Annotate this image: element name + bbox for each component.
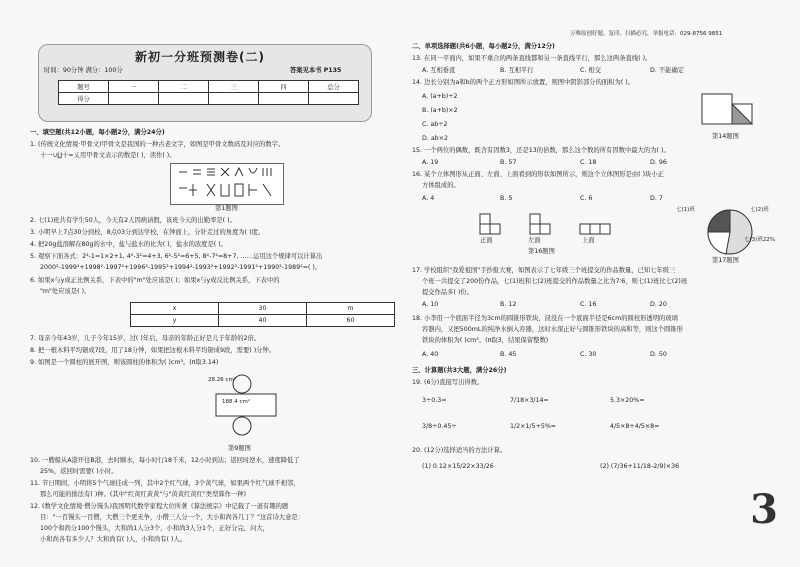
q19-item-3: 5.3×20%= — [610, 397, 645, 404]
q19-item-5: 1/2×1/5+5%= — [510, 423, 557, 430]
q17-opt-d: D. 20 — [650, 301, 667, 308]
q2: 2. 七(1)班共有学生50人，今天有2人因病请假，该班今天的出勤率是( )。 — [30, 217, 236, 224]
oracle-bone-icon — [171, 164, 283, 204]
q5-line1: 5. 观察下面各式：2²-1=1×2+1, 4²-3²=4+3, 6²-5²=6+5, 8²-7²=8+7, ……运用这个规律可以计算出 — [30, 253, 323, 260]
q5-line2: 2000²-1999²+1998²-1997²+1996²-1995²+1994²-1993²+1992²-1991²+1990²-1989²=( )。 — [40, 264, 322, 271]
q15: 15. 一个两位的偶数，既含有因数3，还是13的倍数，那么这个数的所有因数中最大的为( )。 — [412, 147, 670, 154]
q18-opt-b: B. 45 — [500, 351, 517, 358]
page-title: 新初一分班预测卷(二) — [135, 50, 265, 64]
q20-item-1: (1) 0.12×15/22×33/26 — [422, 463, 494, 470]
q17-opt-c: C. 16 — [580, 301, 597, 308]
q9-caption: 第9题图 — [228, 445, 251, 452]
section-2-heading: 二、单项选择题(共6小题，每小题2分，满分12分) — [412, 43, 555, 50]
q18-line3: 铁块的体积为( )cm³。(π取3，结果保留整数) — [422, 337, 549, 344]
q19: 19. (6分)直接写出得数。 — [412, 379, 484, 386]
q16-line2: 方体组成的。 — [422, 182, 460, 189]
answer-page: 答案见本书 P135 — [290, 67, 342, 74]
q13-opt-c: C. 相交 — [580, 67, 601, 74]
q7: 7. 母亲今年43岁，儿子今年15岁，过( )年后，母亲的年龄正好是儿子年龄的2倍。 — [30, 335, 261, 342]
q16-opt-c: C. 6 — [580, 195, 593, 202]
q18-line2: 容器内，又把500mL的纯净水倒入容器，这时水深正好与圆锥形铁块的高和等，则这个圆锥形 — [422, 326, 683, 333]
q15-opt-a: A. 19 — [422, 159, 439, 166]
q18-opt-a: A. 40 — [422, 351, 439, 358]
q10-line1: 10. 一艘船从A港开往B港，去时顺水，每小时行18千米，12小时到达；返回时逆水，速度降低了 — [30, 457, 300, 464]
score-table: 题号 一 二 三 四 总分 得分 — [58, 80, 359, 105]
q14-opt-a: A. (a+b)÷2 — [422, 93, 458, 100]
oracle-bone-figure — [170, 163, 284, 205]
q20-item-2: (2) (7/36+11/18-2/9)×36 — [600, 463, 680, 470]
q18-opt-c: C. 30 — [580, 351, 597, 358]
q13-opt-d: D. 不能确定 — [650, 67, 685, 74]
cylinder-side-label: 188.4 cm² — [222, 399, 251, 405]
q12-line4: 小和尚各有多少人？大和尚有( )人，小和尚有( )人。 — [40, 536, 187, 543]
three-views-figure — [470, 210, 630, 246]
time-score: 时间：90分钟 满分：100分 — [44, 67, 123, 74]
pie-label-1: 七(1)班 — [676, 207, 695, 213]
view-left: 左面 — [528, 237, 541, 244]
q6-line1: 6. 如果x与y成正比例关系，下表中的"m"处应该是( )；如果x与y成反比例关系，下表中的 — [30, 277, 280, 284]
q1-caption: 第1题图 — [215, 205, 238, 212]
q4: 4. 把20g盐溶解在80g的水中，盐与盐水的比为( )，盐水的浓度是( )。 — [30, 241, 227, 248]
q11-line1: 11. 节日期间，小明将5个气球挂成一列，其中2个红气球，3个黄气球，如果两个红气球不相邻， — [30, 480, 300, 487]
q16-opt-a: A. 4 — [422, 195, 435, 202]
q3: 3. 小明早上7点30分到校，8点03分到达学校，在钟面上，分针走过的角度为( )度。 — [30, 229, 265, 236]
q14: 14. 边长分别为a和b的两个正方形如图所示放置，则图中阴影部分的面积为( )。 — [412, 79, 634, 86]
header-right: 万唯原创好题，复印、扫描必究，举报电话：029-8756 9851 — [570, 31, 723, 37]
section-1-heading: 一、填空题(共12小题，每小题2分，满分24分) — [30, 129, 165, 136]
q12-line3: 100个和尚分100个馒头，大和尚1人分3个，小和尚3人分1个，正好分完，问大， — [40, 525, 269, 532]
cylinder-top-label: 28.26 cm² — [208, 377, 237, 383]
q16-caption: 第16题图 — [528, 248, 555, 255]
q14-opt-c: C. ab÷2 — [422, 121, 448, 128]
q1-line2: 十一∪∐十=乂用甲骨文表示的数是( )，读作( )。 — [40, 152, 176, 159]
q17-caption: 第17题图 — [712, 257, 739, 264]
view-top: 上面 — [582, 237, 595, 244]
q11-line2: 那么可能的排法有( )种。(其中"红黄红黄黄"与"黄黄红黄红"类型算作一种) — [40, 491, 247, 498]
q14-opt-b: B. (a+b)×2 — [422, 107, 458, 114]
view-front: 正面 — [480, 237, 493, 244]
q18-line1: 18. 小李用一个底面半径为3cm的圆锥形铁块，浸没在一个底面半径是6cm的圆柱形透明的玻璃 — [412, 315, 678, 322]
q6-line2: "m"处应该是( )。 — [40, 288, 91, 295]
q19-item-6: 4/5×8+4/5×8= — [610, 423, 660, 430]
q16-opt-d: D. 7 — [650, 195, 663, 202]
section-3-heading: 三、计算题(共3大题，满分26分) — [412, 367, 507, 374]
page-number: 3 — [750, 486, 778, 533]
q13-opt-b: B. 互相平行 — [500, 67, 534, 74]
q19-item-4: 3/8÷0.45÷ — [422, 423, 457, 430]
q15-opt-c: C. 18 — [580, 159, 597, 166]
squares-figure — [700, 84, 760, 130]
q17-opt-a: A. 10 — [422, 301, 439, 308]
q17-line2: 个班一共提交了200份作品，七(1)班和七(2)班提交的作品数量之比为7∶6，则七(1)班比七(2)班 — [422, 278, 688, 285]
q8: 8. 把一根木料平均锯成7段，用了18分钟，如果把这根木料平均锯成9段，需要( )分钟。 — [30, 347, 276, 354]
q19-item-2: 7/18×3/14= — [510, 397, 549, 404]
right-page — [400, 0, 800, 567]
q16-opt-b: B. 5 — [500, 195, 513, 202]
q13: 13. 在同一平面内，如果不重合的两条直线都和另一条直线平行，那么这两条直线( )。 — [412, 55, 652, 62]
q1-line1: 1. (传统文化情境·甲骨文)甲骨文是我国的一种古老文字，如图是甲骨文数码及对应的数字。 — [30, 141, 285, 148]
q17-opt-b: B. 12 — [500, 301, 517, 308]
q13-opt-a: A. 互相垂直 — [422, 67, 456, 74]
q15-opt-b: B. 57 — [500, 159, 517, 166]
q12-line1: 12. (数学文化情境·僧分馒头)我国明代数学家程大位所著《算法统宗》中记载了一道有趣的题 — [30, 503, 289, 510]
q12-line2: 目："一百馒头一百僧，大僧三个更无争，小僧三人分一个，大小和尚各几丁？"这首诗大意是： — [40, 514, 304, 521]
q16-line1: 16. 某个立体图形从正面、左面、上面看到的形状如图所示，则这个立体图形是由( )块小正 — [412, 171, 664, 178]
q17-line1: 17. 学校组织"我爱祖国"手抄报大赛，如图表示了七年级三个班提交的作品数量，已知七年级三 — [412, 267, 676, 274]
q20: 20. (12分)选择适当的方法计算。 — [412, 447, 507, 454]
q10-line2: 25%，返回时需要( )小时。 — [40, 468, 118, 475]
q14-caption: 第14题图 — [712, 133, 739, 140]
pie-label-3: 七(3)班22% — [744, 237, 776, 243]
q14-opt-d: D. ab×2 — [422, 135, 448, 142]
q17-line3: 提交作品多( )份。 — [422, 289, 473, 296]
xy-table: x 30 m y 40 60 — [130, 302, 395, 327]
q19-item-1: 3÷0.3= — [422, 397, 447, 404]
q18-opt-d: D. 50 — [650, 351, 667, 358]
q9: 9. 如图是一个圆柱的展开图，则该圆柱的体积为( )cm³。(π取3.14) — [30, 359, 219, 366]
q15-opt-d: D. 96 — [650, 159, 667, 166]
pie-label-2: 七(2)班 — [750, 207, 769, 213]
